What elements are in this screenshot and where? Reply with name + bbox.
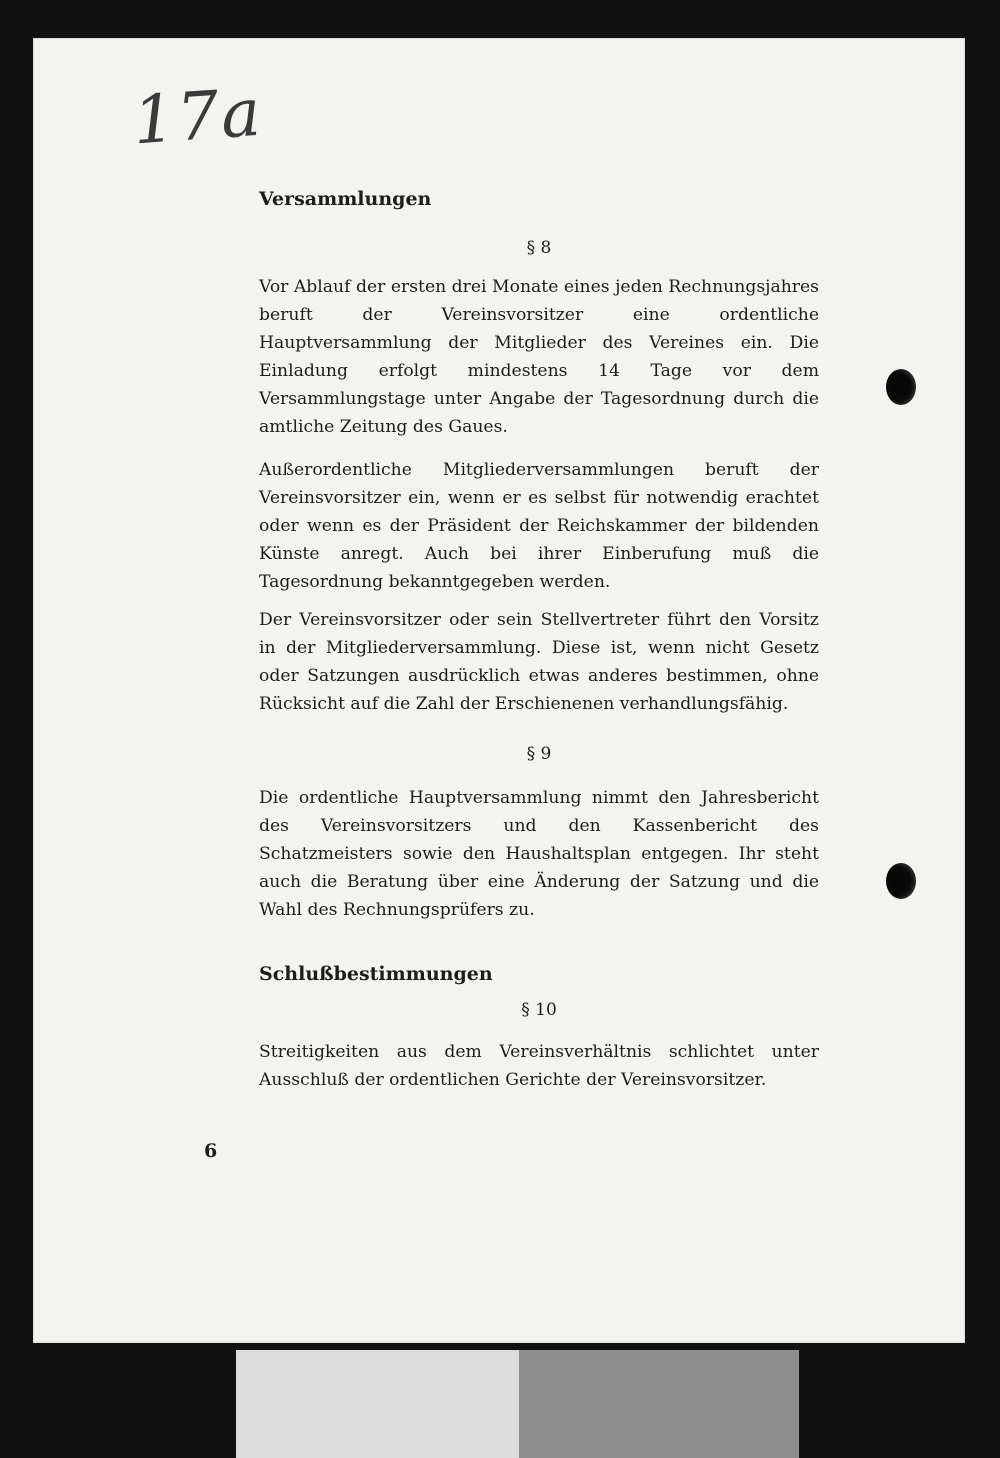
section-heading-versammlungen: Versammlungen bbox=[259, 188, 432, 210]
paragraph-8-3: Der Vereinsvorsitzer oder sein Stellvertreter führt den Vorsitz in der Mitgliederversammlung. Diese ist, wenn nicht Gesetz oder Satzungen ausdrücklich etwas anderes bestimmen, ohne Rücksicht auf die Zahl der Erschienenen verhandlungsfähig. bbox=[259, 610, 819, 714]
paragraph-10-1: Streitigkeiten aus dem Vereinsverhältnis schlichtet unter Ausschluß der ordentlichen Gerichte der Vereinsvorsitzer. bbox=[259, 1042, 819, 1090]
punch-hole bbox=[886, 863, 916, 899]
punch-hole bbox=[886, 369, 916, 405]
handwritten-archive-mark: 17a bbox=[130, 73, 265, 160]
scan-calibration-strip-dark bbox=[519, 1350, 799, 1458]
page-number: 6 bbox=[204, 1140, 218, 1162]
paragraph-8-1: Vor Ablauf der ersten drei Monate eines jeden Rechnungsjahres beruft der Vereinsvorsitzer eine ordentliche Hauptversammlung der Mitglieder des Vereines ein. Die Einladung erfolgt mindestens 14 Tage vor dem Versammlungstage unter Angabe der Tagesordnung durch die amtliche Zeitung des Gaues. bbox=[259, 277, 819, 437]
paragraph-mark-10: § 10 bbox=[521, 1000, 557, 1020]
paragraph-mark-8: § 8 bbox=[526, 238, 552, 258]
document-page bbox=[33, 38, 965, 1343]
paragraph-mark-9: § 9 bbox=[526, 744, 552, 764]
section-heading-schlussbestimmungen: Schlußbestimmungen bbox=[259, 963, 493, 985]
paragraph-8-2: Außerordentliche Mitgliederversammlungen beruft der Vereinsvorsitzer ein, wenn er es selbst für notwendig erachtet oder wenn es der Präsident der Reichskammer der bildenden Künste anregt. Auch bei ihrer Einberufung muß die Tagesordnung bekanntgegeben werden. bbox=[259, 460, 819, 592]
paragraph-9-1: Die ordentliche Hauptversammlung nimmt den Jahresbericht des Vereinsvorsitzers und den Kassenbericht des Schatzmeisters sowie den Haushaltsplan entgegen. Ihr steht auch die Beratung über eine Änderung der Satzung und die Wahl des Rechnungsprüfers zu. bbox=[259, 788, 819, 920]
scan-calibration-strip-light bbox=[236, 1350, 519, 1458]
